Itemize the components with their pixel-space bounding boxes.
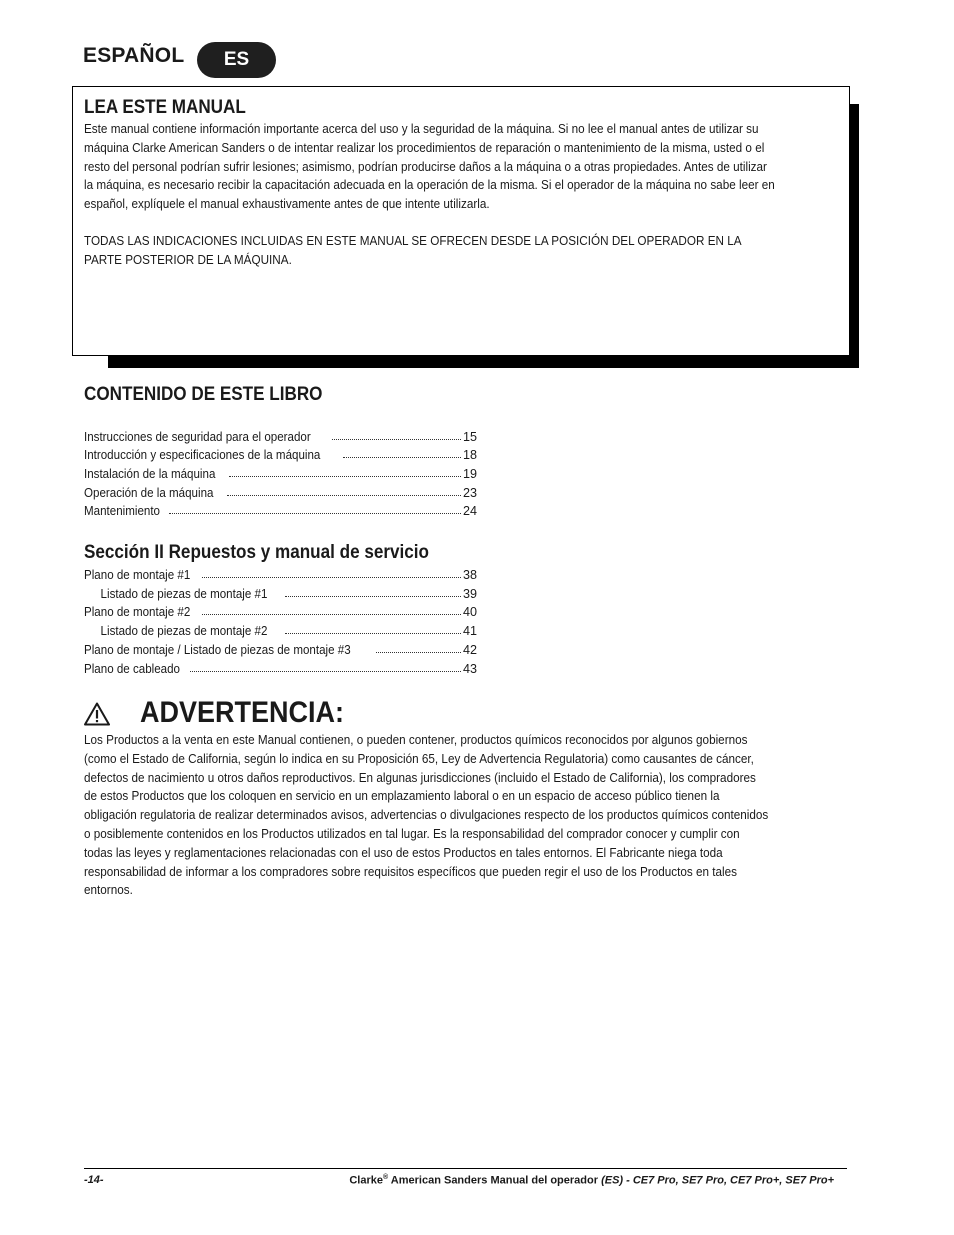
read-manual-box <box>72 86 850 356</box>
toc-page: 18 <box>462 448 477 462</box>
text-line: la máquina, es necesario recibir la capacitación adecuada en la operación de la misma. Si el operador de la máquina no sabe leer en <box>84 178 775 193</box>
text-line: PARTE POSTERIOR DE LA MÁQUINA. <box>84 252 292 267</box>
toc-entry[interactable] <box>84 482 477 500</box>
text-line: Los Productos a la venta en este Manual contienen, o pueden contener, productos químicos reconocidos por algunos gobiernos <box>84 733 748 747</box>
toc-leader <box>285 595 461 597</box>
toc-leader <box>190 670 461 672</box>
toc-entry[interactable] <box>84 620 477 638</box>
toc-label: Mantenimiento <box>84 504 161 518</box>
toc-page: 40 <box>462 605 477 619</box>
language-badge: ES <box>197 42 276 78</box>
warning-triangle-icon <box>84 702 110 726</box>
toc-page: 41 <box>462 624 477 638</box>
footer-brand: Clarke <box>349 1174 383 1187</box>
language-label: ESPAÑOL <box>83 44 185 67</box>
toc-label: Plano de montaje #2 <box>84 605 191 619</box>
toc-leader <box>227 494 461 496</box>
read-manual-paragraph-2 <box>84 232 800 270</box>
toc-page: 43 <box>462 662 477 676</box>
toc-leader <box>229 475 461 477</box>
toc-entry[interactable] <box>84 463 477 481</box>
toc-page: 39 <box>462 587 477 601</box>
toc-leader <box>376 651 461 653</box>
page-number: -14- <box>84 1174 104 1186</box>
toc-leader <box>343 456 461 458</box>
toc-leader <box>332 438 461 440</box>
toc-label: Plano de montaje #1 <box>84 568 191 582</box>
toc-page: 15 <box>462 430 477 444</box>
footer-manual-title <box>349 1174 834 1187</box>
toc-label: Plano de cableado <box>84 662 180 676</box>
text-line: resto del personal podrían sufrir lesiones; asimismo, podrían producirse daños a la máquina o a otras propiedades. Antes de utilizar <box>84 159 767 174</box>
toc-leader <box>202 613 461 615</box>
text-line: defectos de nacimiento u otros daños reproductivos. En algunas jurisdicciones (incluido el Estado de California), los compradores <box>84 770 756 785</box>
text-line: máquina Clarke American Sanders o de intentar realizar los procedimientos de reparación o mantenimiento de la misma, usted o el <box>84 140 765 155</box>
toc-entry[interactable] <box>84 564 477 582</box>
toc-entry[interactable] <box>84 658 477 676</box>
toc-page: 24 <box>462 504 477 518</box>
toc-leader <box>202 576 461 578</box>
toc-leader <box>169 512 461 514</box>
warning-text <box>84 731 837 900</box>
toc-entry[interactable] <box>84 601 477 619</box>
toc-page: 23 <box>462 486 477 500</box>
text-line: responsabilidad de informar a los compradores sobre requisitos específicos que pueden regir el uso de los Productos en tales <box>84 864 738 879</box>
footer-models: (ES) - CE7 Pro, SE7 Pro, CE7 Pro+, SE7 Pro+ <box>601 1174 834 1187</box>
text-line: todas las leyes y reglamentaciones relacionadas con el uso de estos Productos en tales entornos. El Fabricante niega toda <box>84 845 723 860</box>
text-line: (como el Estado de California, según lo indica en su Proposición 65, Ley de Advertencia Regulatoria) como causantes de cáncer, <box>84 751 754 766</box>
toc-page: 38 <box>462 568 477 582</box>
toc-label: Operación de la máquina <box>84 486 214 500</box>
registered-mark: ® <box>382 1174 389 1181</box>
toc-entry[interactable] <box>84 444 477 462</box>
text-line: TODAS LAS INDICACIONES INCLUIDAS EN ESTE MANUAL SE OFRECEN DESDE LA POSICIÓN DEL OPERADOR EN LA <box>84 234 742 248</box>
toc-entry[interactable] <box>84 583 477 601</box>
toc-label: Listado de piezas de montaje #1 <box>100 587 268 601</box>
warning-title: ADVERTENCIA: <box>140 696 345 729</box>
toc-label: Instalación de la máquina <box>84 467 216 481</box>
text-line: entornos. <box>84 883 133 898</box>
toc-label: Plano de montaje / Listado de piezas de montaje #3 <box>84 643 351 657</box>
toc-label: Listado de piezas de montaje #2 <box>100 624 268 638</box>
text-line: Este manual contiene información importante acerca del uso y la seguridad de la máquina. Si no lee el manual antes de utilizar su <box>84 122 759 136</box>
toc-label: Introducción y especificaciones de la máquina <box>84 448 321 462</box>
contents-title: CONTENIDO DE ESTE LIBRO <box>84 384 323 405</box>
toc-entry[interactable] <box>84 500 477 518</box>
text-line: o posiblemente contenidos en los Productos utilizados en tal lugar. Es la responsabilidad del comprador conocer y cumplir con <box>84 826 740 841</box>
footer-brand-rest: American Sanders Manual del operador <box>388 1174 602 1187</box>
toc-page: 19 <box>462 467 477 481</box>
text-line: obligación regulatoria de realizar determinados avisos, advertencias o divulgaciones respecto de los productos químicos contenidos <box>84 808 769 823</box>
toc-page: 42 <box>462 643 477 657</box>
toc-leader <box>285 632 461 634</box>
read-manual-paragraph-1 <box>84 120 800 214</box>
read-manual-title: LEA ESTE MANUAL <box>84 97 246 118</box>
text-line: español, explíquele el manual exhaustivamente antes de que intente utilizarla. <box>84 197 490 212</box>
section-ii-title: Sección II Repuestos y manual de servicio <box>84 542 429 563</box>
toc-label: Instrucciones de seguridad para el operador <box>84 430 311 444</box>
toc-entry[interactable] <box>84 639 477 657</box>
footer-divider <box>84 1168 847 1169</box>
toc-entry[interactable] <box>84 426 477 444</box>
text-line: de estos Productos que los coloquen en servicio en un emplazamiento laboral o en un espacio de acceso público tienen la <box>84 789 720 804</box>
